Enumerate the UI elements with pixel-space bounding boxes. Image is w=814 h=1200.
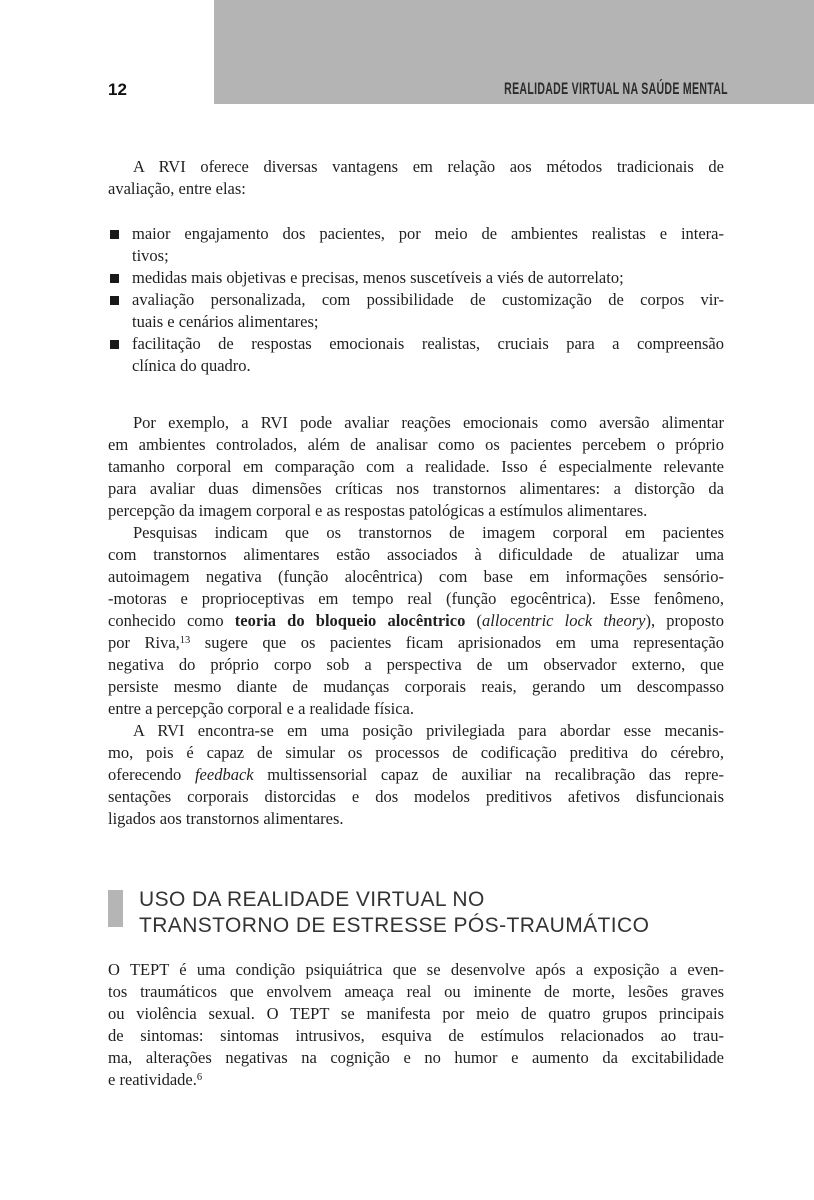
text-segment: avaliação personalizada, com possibilidade de customização de corpos vir- bbox=[132, 290, 724, 309]
text-segment: medidas mais objetivas e precisas, menos suscetíveis a viés de autorrelato; bbox=[132, 268, 624, 287]
paragraph-tept bbox=[108, 959, 724, 1091]
text-segment: maior engajamento dos pacientes, por meio de ambientes realistas e intera- bbox=[132, 224, 724, 243]
text-segment: teoria do bloqueio alocêntrico bbox=[234, 611, 466, 630]
section-heading-line: TRANSTORNO DE ESTRESSE PÓS-TRAUMÁTICO bbox=[139, 914, 650, 937]
footnote-reference: 6 bbox=[196, 1072, 203, 1083]
text-segment: avaliação, entre elas: bbox=[108, 179, 246, 198]
text-line bbox=[108, 412, 724, 434]
text-segment: percepção da imagem corporal e as respostas patológicas a estímulos alimentares. bbox=[108, 501, 648, 520]
section-heading bbox=[108, 887, 724, 939]
text-line bbox=[108, 1069, 724, 1091]
text-segment: com transtornos alimentares estão associados à dificuldade de atualizar uma bbox=[108, 545, 724, 564]
square-bullet-icon bbox=[110, 230, 119, 239]
text-line bbox=[132, 333, 724, 355]
text-segment: ), proposto bbox=[645, 611, 724, 630]
text-segment: O TEPT é uma condição psiquiátrica que se desenvolve após a exposição a even- bbox=[108, 960, 724, 979]
text-segment: negativa do próprio corpo sob a perspectiva de um observador externo, que bbox=[108, 655, 724, 674]
text-line bbox=[108, 742, 724, 764]
text-line bbox=[132, 355, 724, 377]
heading-marker-icon bbox=[108, 890, 123, 927]
text-segment: multissensorial capaz de auxiliar na recalibração das repre- bbox=[253, 765, 724, 784]
text-segment: clínica do quadro. bbox=[132, 356, 251, 375]
text-line bbox=[108, 981, 724, 1003]
text-line bbox=[108, 434, 724, 456]
text-segment: mo, pois é capaz de simular os processos de codificação preditiva do cérebro, bbox=[108, 743, 724, 762]
footnote-reference: 13 bbox=[179, 635, 191, 646]
text-segment: tamanho corporal em comparação com a realidade. Isso é especialmente relevante bbox=[108, 457, 724, 476]
running-head: REALIDADE VIRTUAL NA SAÚDE MENTAL bbox=[504, 79, 728, 98]
text-segment: por Riva, bbox=[108, 633, 180, 652]
text-line bbox=[132, 289, 724, 311]
text-line bbox=[108, 178, 724, 200]
text-segment: para avaliar duas dimensões críticas nos transtornos alimentares: a distorção da bbox=[108, 479, 724, 498]
paragraph-rvi-position bbox=[108, 720, 724, 830]
list-item bbox=[108, 333, 724, 377]
text-line bbox=[108, 1047, 724, 1069]
text-segment: allocentric lock theory bbox=[482, 611, 646, 630]
text-segment: persiste mesmo diante de mudanças corporais reais, gerando um descompasso bbox=[108, 677, 724, 696]
text-segment: ma, alterações negativas na cognição e no humor e aumento da excitabilidade bbox=[108, 1048, 724, 1067]
text-segment: tuais e cenários alimentares; bbox=[132, 312, 319, 331]
text-segment: em ambientes controlados, além de analisar como os pacientes percebem o próprio bbox=[108, 435, 724, 454]
list-item bbox=[108, 267, 724, 289]
text-line bbox=[108, 456, 724, 478]
text-segment: e reatividade. bbox=[108, 1070, 197, 1089]
text-segment: ( bbox=[465, 611, 483, 630]
text-line bbox=[108, 522, 724, 544]
text-segment: sugere que os pacientes ficam aprisionados em uma representação bbox=[190, 633, 724, 652]
text-segment: feedback bbox=[194, 765, 254, 784]
text-line bbox=[108, 500, 724, 522]
text-segment: tivos; bbox=[132, 246, 169, 265]
text-segment: oferecendo bbox=[108, 765, 195, 784]
text-line bbox=[108, 764, 724, 786]
text-line bbox=[108, 156, 724, 178]
section-heading-text bbox=[139, 887, 649, 939]
list-item bbox=[108, 223, 724, 267]
text-line bbox=[108, 632, 724, 654]
text-line bbox=[108, 654, 724, 676]
text-column bbox=[108, 156, 724, 1091]
text-segment: conhecido como bbox=[108, 611, 235, 630]
paragraph-research bbox=[108, 522, 724, 720]
text-line bbox=[108, 478, 724, 500]
text-line bbox=[108, 808, 724, 830]
text-line bbox=[108, 676, 724, 698]
section-heading-line: USO DA REALIDADE VIRTUAL NO bbox=[139, 888, 485, 911]
paragraph-intro bbox=[108, 156, 724, 200]
text-segment: tos traumáticos que envolvem ameaça real ou iminente de morte, lesões graves bbox=[108, 982, 724, 1001]
header-banner bbox=[214, 0, 814, 104]
text-segment: -motoras e proprioceptivas em tempo real (função egocêntrica). Esse fenômeno, bbox=[108, 589, 724, 608]
square-bullet-icon bbox=[110, 340, 119, 349]
text-line bbox=[108, 786, 724, 808]
text-line bbox=[108, 588, 724, 610]
text-segment: A RVI oferece diversas vantagens em relação aos métodos tradicionais de bbox=[133, 157, 724, 176]
text-line bbox=[108, 610, 724, 632]
text-line bbox=[108, 544, 724, 566]
bullet-list bbox=[108, 223, 724, 377]
text-line bbox=[132, 245, 724, 267]
text-segment: ou violência sexual. O TEPT se manifesta por meio de quatro grupos principais bbox=[108, 1004, 724, 1023]
text-line bbox=[132, 311, 724, 333]
text-line bbox=[108, 698, 724, 720]
text-segment: sentações corporais distorcidas e dos modelos preditivos afetivos disfuncionais bbox=[108, 787, 724, 806]
text-segment: ligados aos transtornos alimentares. bbox=[108, 809, 344, 828]
text-segment: A RVI encontra-se em uma posição privilegiada para abordar esse mecanis- bbox=[133, 721, 724, 740]
text-line bbox=[108, 959, 724, 981]
list-item bbox=[108, 289, 724, 333]
text-line bbox=[132, 267, 724, 289]
text-line bbox=[132, 223, 724, 245]
text-segment: de sintomas: sintomas intrusivos, esquiva de estímulos relacionados ao trau- bbox=[108, 1026, 724, 1045]
paragraph-example bbox=[108, 412, 724, 522]
square-bullet-icon bbox=[110, 296, 119, 305]
text-segment: entre a percepção corporal e a realidade física. bbox=[108, 699, 414, 718]
text-line bbox=[108, 1025, 724, 1047]
text-line bbox=[108, 1003, 724, 1025]
text-segment: autoimagem negativa (função alocêntrica) com base em informações sensório- bbox=[108, 567, 724, 586]
text-segment: Por exemplo, a RVI pode avaliar reações emocionais como aversão alimentar bbox=[133, 413, 724, 432]
text-segment: Pesquisas indicam que os transtornos de imagem corporal em pacientes bbox=[133, 523, 724, 542]
text-segment: facilitação de respostas emocionais realistas, cruciais para a compreensão bbox=[132, 334, 724, 353]
text-line bbox=[108, 720, 724, 742]
page-number: 12 bbox=[108, 80, 127, 99]
square-bullet-icon bbox=[110, 274, 119, 283]
text-line bbox=[108, 566, 724, 588]
